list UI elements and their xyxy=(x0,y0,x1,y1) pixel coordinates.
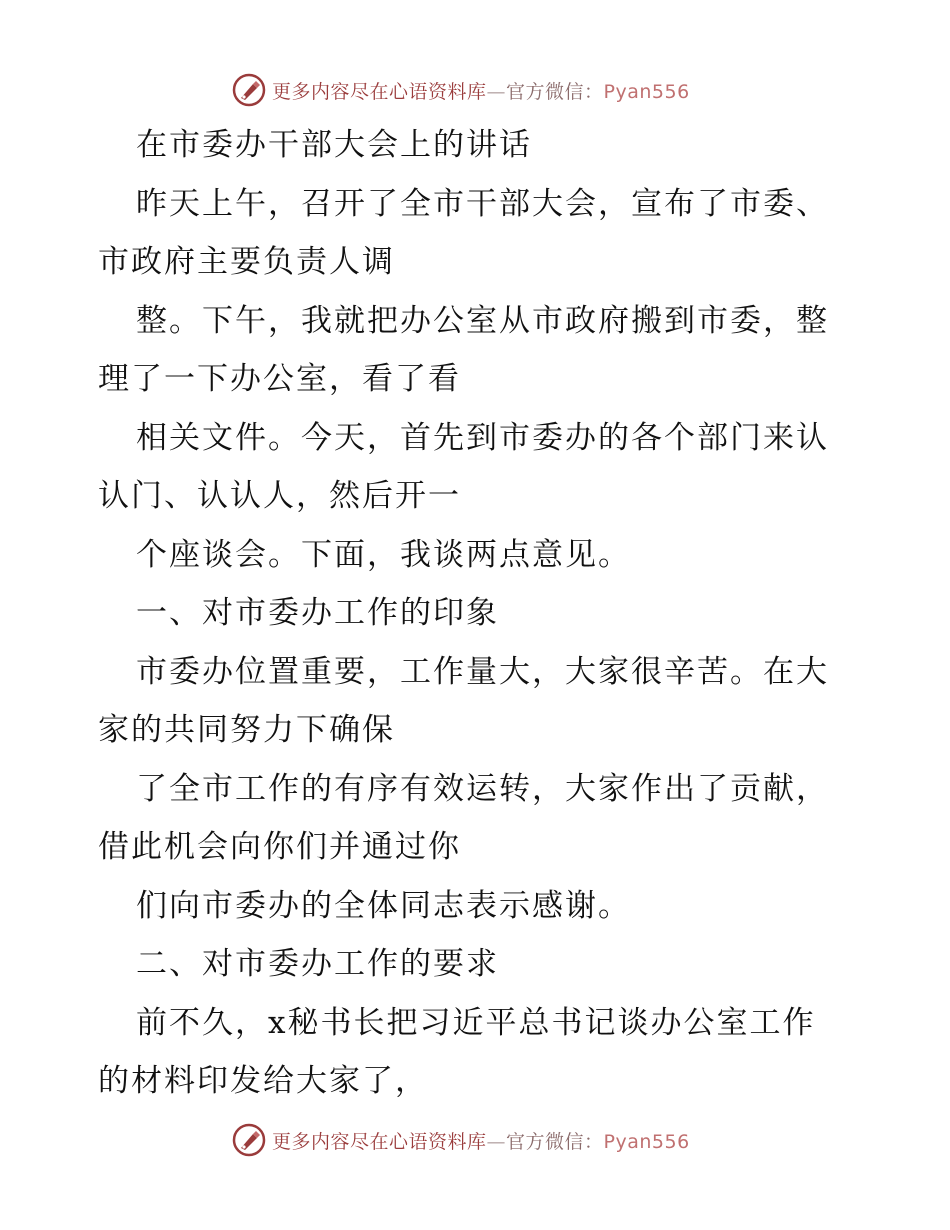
document-body xyxy=(98,116,858,1111)
footer-watermark xyxy=(232,1122,752,1158)
text-line: 借此机会向你们并通过你 xyxy=(98,829,461,865)
text-line: 一、对市委办工作的印象 xyxy=(136,595,499,631)
watermark-official-label: 官方微信： xyxy=(506,1130,604,1153)
header-watermark xyxy=(232,72,752,108)
text-line: 市委办位置重要，工作量大，大家很辛苦。在大 xyxy=(136,653,829,690)
watermark-site: 更多内容尽在心语资料库 xyxy=(272,1130,487,1153)
pen-nib-logo-icon xyxy=(232,73,266,107)
text-line: 们向市委办的全体同志表示感谢。 xyxy=(136,887,631,924)
text-line: 昨天上午，召开了全市干部大会，宣布了市委、 xyxy=(136,185,829,222)
text-line: 的材料印发给大家了， xyxy=(98,1063,428,1099)
document-title: 在市委办干部大会上的讲话 xyxy=(136,127,532,163)
text-line: 整。下午，我就把办公室从市政府搬到市委，整 xyxy=(136,302,829,339)
watermark-site: 更多内容尽在心语资料库 xyxy=(272,80,487,103)
text-line: 二、对市委办工作的要求 xyxy=(136,946,499,982)
text-line: 了全市工作的有序有效运转，大家作出了贡献， xyxy=(136,770,829,807)
text-line: 前不久，x秘书长把习近平总书记谈办公室工作 xyxy=(136,1004,816,1041)
watermark-separator: — xyxy=(486,1130,507,1153)
watermark-official-label: 官方微信： xyxy=(506,80,604,103)
text-line: 家的共同努力下确保 xyxy=(98,712,395,748)
watermark-separator: — xyxy=(486,80,507,103)
text-line: 市政府主要负责人调 xyxy=(98,244,395,280)
pen-nib-logo-icon xyxy=(232,1123,266,1157)
text-line: 相关文件。今天，首先到市委办的各个部门来认 xyxy=(136,419,829,456)
watermark-wechat-id: Pyan556 xyxy=(603,80,690,103)
text-line: 个座谈会。下面，我谈两点意见。 xyxy=(136,536,631,573)
watermark-wechat-id: Pyan556 xyxy=(603,1130,690,1153)
text-line: 认门、认认人，然后开一 xyxy=(98,478,461,514)
text-line: 理了一下办公室，看了看 xyxy=(98,361,461,397)
